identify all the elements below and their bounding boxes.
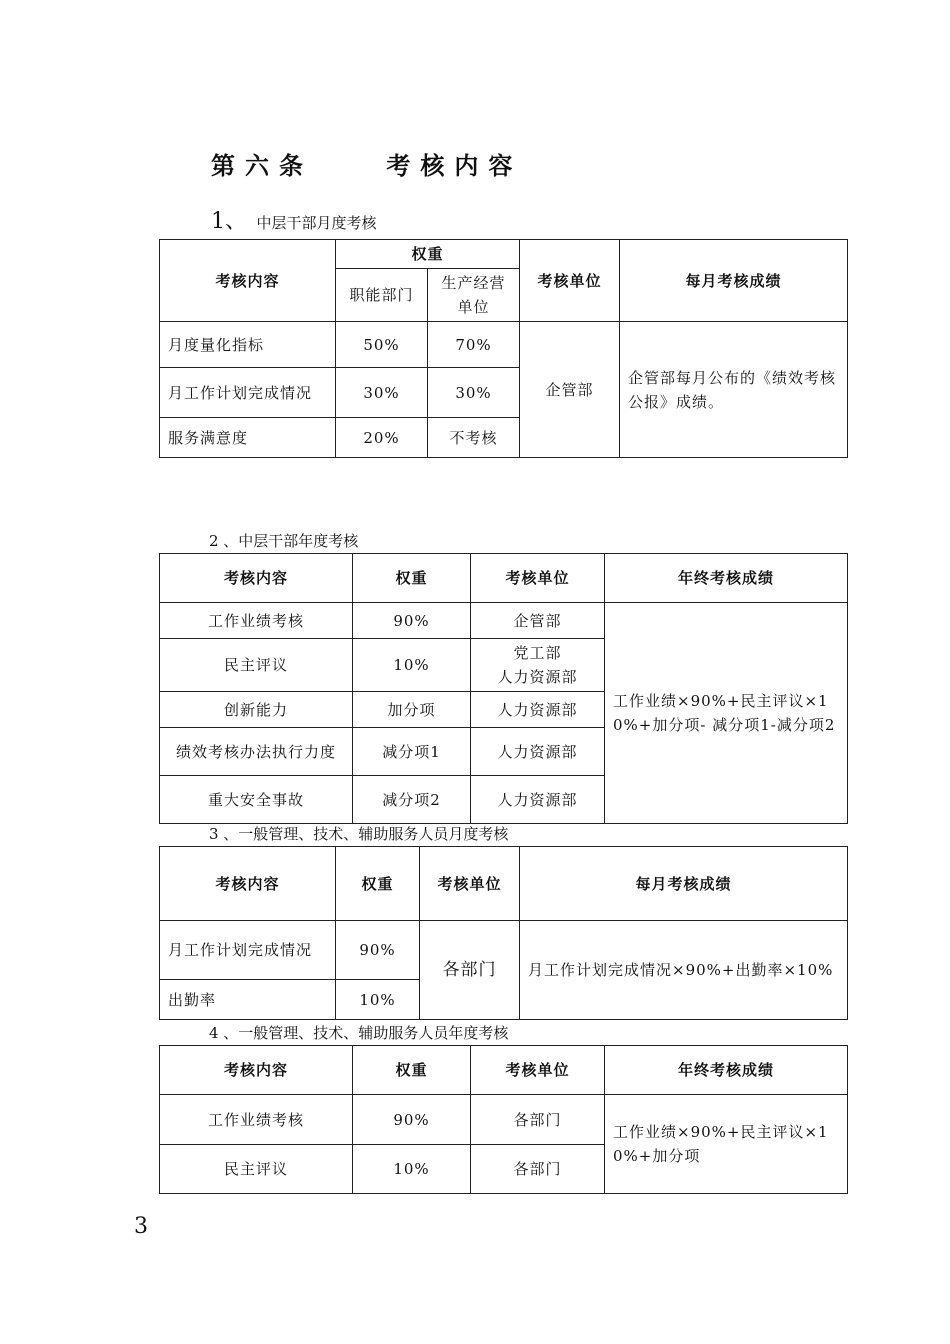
cell-weight: 90% — [353, 603, 471, 639]
cell-unit: 各部门 — [420, 921, 520, 1020]
header-unit: 考核单位 — [520, 240, 620, 322]
header-score: 年终考核成绩 — [605, 1046, 848, 1095]
cell-unit: 人力资源部 — [471, 692, 605, 728]
header-unit: 考核单位 — [471, 1046, 605, 1095]
header-content: 考核内容 — [160, 1046, 353, 1095]
cell-weight: 70% — [428, 322, 520, 368]
cell-unit: 人力资源部 — [471, 776, 605, 824]
header-score: 每月考核成绩 — [620, 240, 848, 322]
header-score: 每月考核成绩 — [520, 847, 848, 921]
header-weight: 权重 — [336, 240, 520, 269]
cell-content: 工作业绩考核 — [160, 1095, 353, 1145]
table-row — [160, 322, 848, 368]
header-unit: 考核单位 — [420, 847, 520, 921]
section-1-heading — [211, 204, 377, 235]
cell-content: 民主评议 — [160, 639, 353, 692]
cell-unit: 党工部 人力资源部 — [471, 639, 605, 692]
header-weight-production: 生产经营单位 — [428, 269, 520, 322]
table-mid-level-annual — [159, 553, 848, 824]
cell-weight: 减分项2 — [353, 776, 471, 824]
cell-content: 绩效考核办法执行力度 — [160, 728, 353, 776]
cell-weight: 10% — [353, 1145, 471, 1194]
cell-weight: 30% — [336, 368, 428, 418]
cell-weight: 10% — [336, 980, 420, 1020]
header-content: 考核内容 — [160, 847, 336, 921]
section-4-heading: 4 、一般管理、技术、辅助服务人员年度考核 — [209, 1024, 509, 1042]
cell-content: 创新能力 — [160, 692, 353, 728]
table-staff-annual — [159, 1045, 848, 1194]
cell-weight: 不考核 — [428, 418, 520, 458]
page-title: 第六条 考核内容 — [211, 152, 523, 180]
cell-score: 工作业绩×90%+民主评议×10%+加分项 — [605, 1095, 848, 1194]
section-1-number: 1、 — [211, 209, 247, 234]
header-content: 考核内容 — [160, 240, 336, 322]
table-mid-level-monthly — [159, 239, 848, 458]
cell-content: 服务满意度 — [160, 418, 336, 458]
cell-weight: 减分项1 — [353, 728, 471, 776]
header-weight-functional: 职能部门 — [336, 269, 428, 322]
cell-unit: 企管部 — [520, 322, 620, 458]
header-unit: 考核单位 — [471, 554, 605, 603]
table-staff-monthly — [159, 846, 848, 1020]
cell-content: 重大安全事故 — [160, 776, 353, 824]
cell-score: 企管部每月公布的《绩效考核公报》成绩。 — [620, 322, 848, 458]
cell-weight: 20% — [336, 418, 428, 458]
table-row — [160, 1095, 848, 1145]
header-score: 年终考核成绩 — [605, 554, 848, 603]
section-1-title: 中层干部月度考核 — [256, 214, 377, 232]
cell-unit: 企管部 — [471, 603, 605, 639]
table-row — [160, 921, 848, 980]
cell-unit: 人力资源部 — [471, 728, 605, 776]
cell-weight: 90% — [336, 921, 420, 980]
table-row — [160, 603, 848, 639]
cell-weight: 50% — [336, 322, 428, 368]
header-weight: 权重 — [353, 554, 471, 603]
cell-content: 出勤率 — [160, 980, 336, 1020]
section-2-heading: 2 、中层干部年度考核 — [209, 532, 359, 550]
section-3-heading: 3 、一般管理、技术、辅助服务人员月度考核 — [209, 825, 509, 843]
cell-weight: 10% — [353, 639, 471, 692]
cell-unit: 各部门 — [471, 1145, 605, 1194]
cell-score: 月工作计划完成情况×90%+出勤率×10% — [520, 921, 848, 1020]
cell-unit: 各部门 — [471, 1095, 605, 1145]
cell-weight: 加分项 — [353, 692, 471, 728]
cell-weight: 90% — [353, 1095, 471, 1145]
header-content: 考核内容 — [160, 554, 353, 603]
cell-content: 民主评议 — [160, 1145, 353, 1194]
cell-score: 工作业绩×90%+民主评议×10%+加分项- 减分项1-减分项2 — [605, 603, 848, 824]
header-weight: 权重 — [336, 847, 420, 921]
cell-content: 月度量化指标 — [160, 322, 336, 368]
header-weight: 权重 — [353, 1046, 471, 1095]
cell-content: 月工作计划完成情况 — [160, 368, 336, 418]
cell-content: 工作业绩考核 — [160, 603, 353, 639]
cell-weight: 30% — [428, 368, 520, 418]
page-number: 3 — [134, 1214, 148, 1239]
cell-content: 月工作计划完成情况 — [160, 921, 336, 980]
